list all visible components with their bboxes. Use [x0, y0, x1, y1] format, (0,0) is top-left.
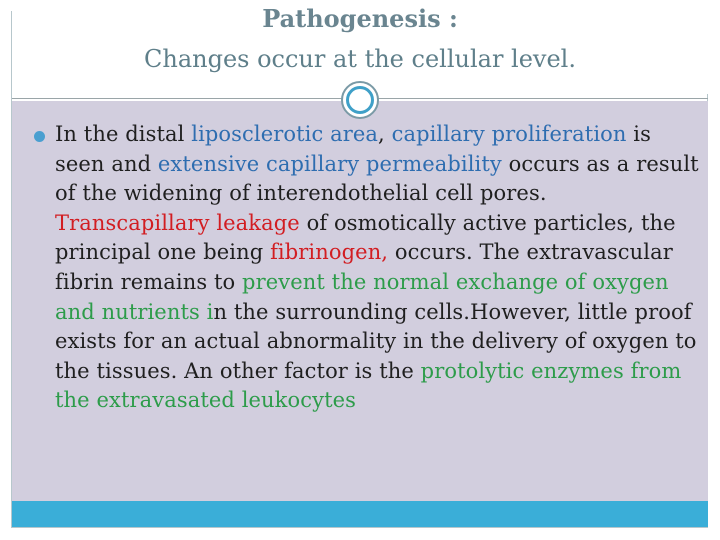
highlight-capillary-proliferation: capillary proliferation: [391, 122, 627, 146]
text-segment: of osmotically active particles, the principal one being: [55, 210, 676, 265]
text-segment: ,: [378, 122, 392, 146]
highlight-oxygen-exchange: prevent the normal exchange of oxygen and nutrients i: [55, 269, 669, 324]
title-area: [12, 0, 708, 94]
ring-icon: [341, 81, 379, 119]
slide-title: Pathogenesis :: [262, 4, 458, 33]
text-segment: In the distal: [55, 122, 192, 146]
bottom-bar: [12, 501, 708, 527]
highlight-liposclerotic-area: liposclerotic area: [191, 122, 379, 146]
highlight-transcapillary-leakage: Transcapillary leakage: [55, 210, 300, 235]
text-segment: occurs as a result of the widening of interendothelial cell pores.: [55, 151, 699, 206]
highlight-fibrinogen: fibrinogen,: [270, 240, 389, 265]
slide-subtitle: Changes occur at the cellular level.: [144, 45, 576, 73]
text-segment: is seen and: [55, 122, 651, 176]
highlight-capillary-permeability: extensive capillary permeability: [157, 151, 502, 176]
text-segment: n the surrounding cells.However, little proof exists for an actual abnormality in the delivery of oxygen to the tissues. An other factor is the: [55, 299, 697, 383]
highlight-protolytic-enzymes: protolytic enzymes from the extravasated leukocytes: [55, 358, 682, 413]
bullet-icon: [34, 131, 45, 142]
bullet-paragraph: [55, 120, 705, 416]
text-segment: occurs. The extravascular fibrin remains to: [55, 240, 673, 294]
